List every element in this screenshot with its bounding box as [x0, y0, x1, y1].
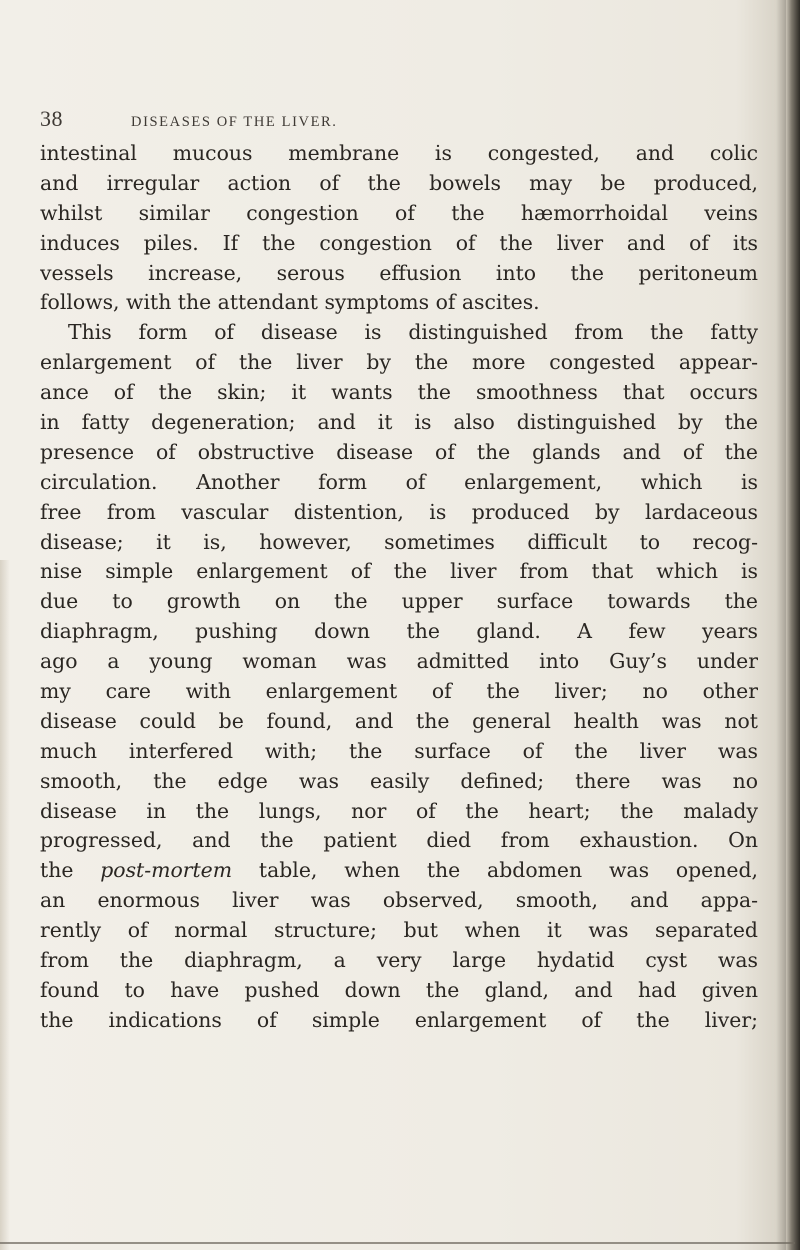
- italic-term: post-mortem: [100, 858, 233, 883]
- text-line: circulation. Another form of enlargement, which is: [40, 469, 758, 494]
- text-line: disease in the lungs, nor of the heart; the malady: [40, 798, 758, 823]
- text-line: presence of obstructive disease of the glands and of the: [40, 439, 758, 464]
- text-line: intestinal mucous membrane is congested, and colic: [40, 141, 758, 165]
- text-line: free from vascular distention, is produced by lardaceous: [40, 499, 758, 524]
- page-bottom-edge: [0, 1242, 795, 1244]
- text-line: an enormous liver was observed, smooth, and appa-: [40, 888, 758, 913]
- text-line: due to growth on the upper surface towards the: [40, 589, 758, 614]
- text-line: whilst similar congestion of the hæmorrhoidal veins: [40, 200, 758, 225]
- text-line: induces piles. If the congestion of the liver and of its: [40, 230, 758, 255]
- text-line-with-italic: [40, 856, 758, 886]
- running-head: DISEASES OF THE LIVER.: [131, 114, 338, 130]
- text-line: progressed, and the patient died from exhaustion. On: [40, 828, 758, 853]
- page-left-shadow: [0, 560, 10, 1250]
- text-line: the indications of simple enlargement of the liver;: [40, 1007, 758, 1032]
- text-line: found to have pushed down the gland, and had given: [40, 977, 758, 1002]
- book-spine-edge: [786, 0, 800, 1250]
- text-line: enlargement of the liver by the more congested appear-: [40, 350, 758, 375]
- body-text: [40, 139, 758, 1036]
- text-line: and irregular action of the bowels may be produced,: [40, 170, 758, 195]
- text-line: disease; it is, however, sometimes difficult to recog-: [40, 529, 758, 554]
- text-line: follows, with the attendant symptoms of ascites.: [40, 290, 540, 315]
- line-segment: the: [40, 858, 101, 883]
- text-line: in fatty degeneration; and it is also distinguished by the: [40, 410, 758, 435]
- page-number: 38: [40, 106, 63, 131]
- text-line: nise simple enlargement of the liver from that which is: [40, 559, 758, 584]
- text-line: diaphragm, pushing down the gland. A few years: [40, 619, 758, 644]
- text-line: This form of disease is distinguished from the fatty: [68, 320, 758, 345]
- text-line: much interfered with; the surface of the liver was: [40, 738, 758, 763]
- text-line: ance of the skin; it wants the smoothness that occurs: [40, 380, 758, 405]
- text-line: ago a young woman was admitted into Guy’s under: [40, 649, 758, 674]
- text-line: disease could be found, and the general health was not: [40, 708, 758, 733]
- text-line: rently of normal structure; but when it was separated: [40, 918, 758, 943]
- text-line: smooth, the edge was easily defined; there was no: [40, 768, 758, 793]
- text-line: from the diaphragm, a very large hydatid cyst was: [40, 948, 758, 973]
- text-line: my care with enlargement of the liver; no other: [40, 679, 758, 704]
- text-line: vessels increase, serous effusion into the peritoneum: [40, 260, 758, 285]
- line-segment: table, when the abdomen was opened,: [232, 858, 758, 883]
